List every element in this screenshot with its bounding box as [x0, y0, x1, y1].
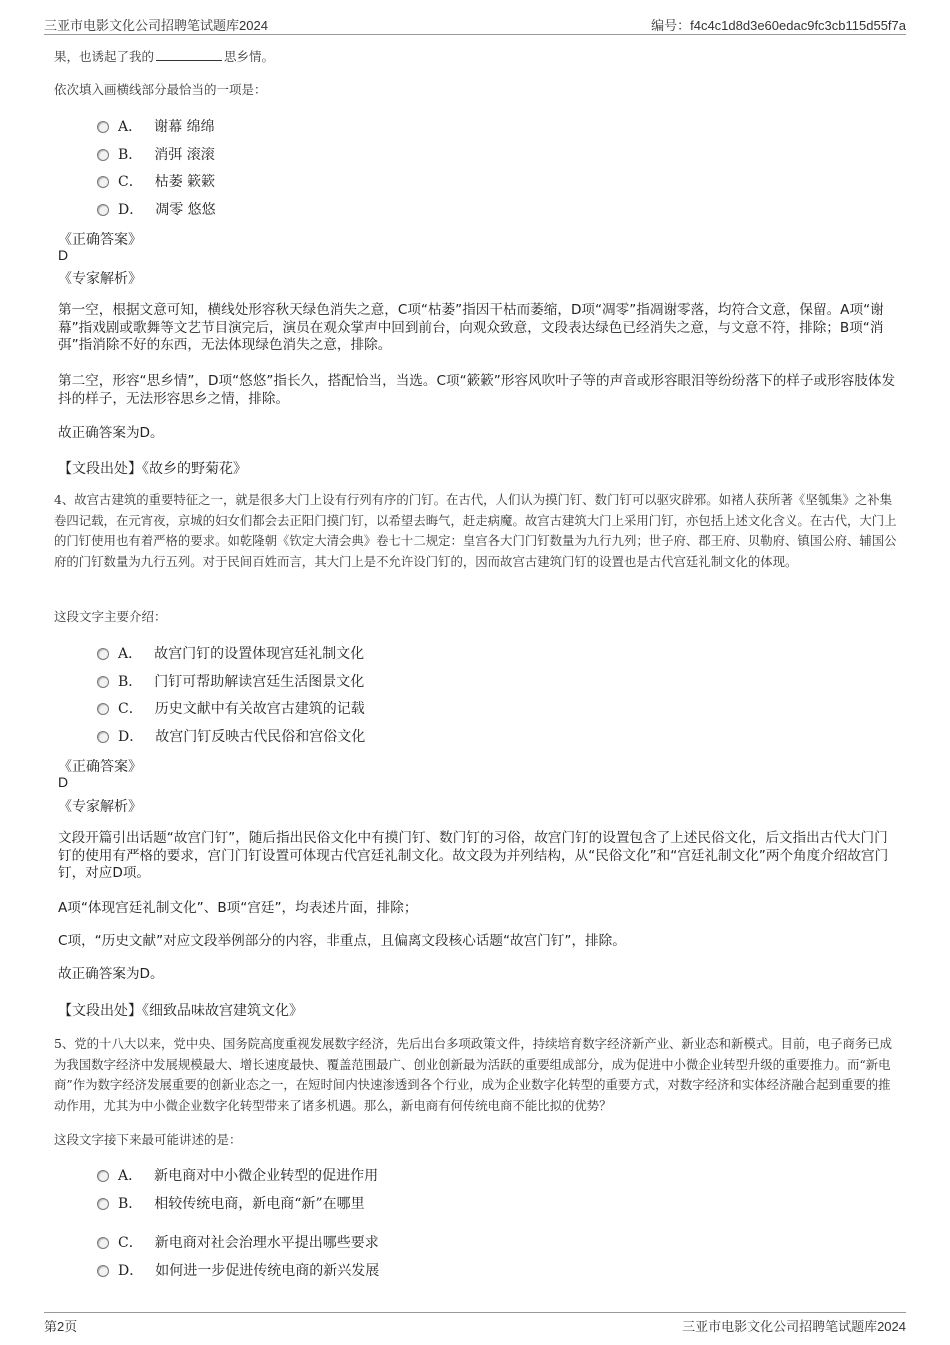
q3-source: 【文段出处】《故乡的野菊花》 — [58, 461, 247, 477]
option-text: 新电商对中小微企业转型的促进作用 — [154, 1168, 379, 1184]
option-letter: C． — [118, 174, 143, 190]
option-letter: A． — [118, 119, 143, 135]
q3-analysis-p3: 故正确答案为D。 — [58, 425, 164, 441]
radio-icon[interactable] — [97, 149, 109, 161]
option-letter: D． — [118, 202, 144, 218]
option-text: 谢幕 绵绵 — [154, 119, 215, 135]
footer-title: 三亚市电影文化公司招聘笔试题库2024 — [682, 1319, 906, 1334]
q4-analysis-p4: 故正确答案为D。 — [58, 966, 164, 982]
option-letter: D． — [118, 729, 144, 745]
q4-source: 【文段出处】《细致品味故宫建筑文化》 — [58, 1003, 303, 1019]
page-header — [44, 14, 906, 35]
q4-answer: D — [58, 774, 69, 790]
option-text: 新电商对社会治理水平提出哪些要求 — [154, 1235, 379, 1251]
option-text: 历史文献中有关故宫古建筑的记载 — [154, 701, 365, 717]
q3-option-b[interactable] — [97, 144, 215, 164]
option-letter: B． — [118, 147, 143, 163]
option-letter: B． — [118, 1196, 143, 1212]
option-letter: C． — [118, 1235, 143, 1251]
option-text: 凋零 悠悠 — [155, 202, 216, 218]
header-serial: 编号：f4c4c1d8d3e60edac9fc3cb115d55f7a — [651, 18, 906, 33]
q5-option-c[interactable] — [97, 1232, 379, 1252]
option-text: 枯萎 簌簌 — [154, 174, 216, 190]
radio-icon[interactable] — [97, 176, 109, 188]
q3-option-d[interactable] — [97, 199, 216, 219]
radio-icon[interactable] — [97, 1237, 109, 1249]
q4-option-b[interactable] — [97, 671, 364, 691]
radio-icon[interactable] — [97, 703, 109, 715]
q4-analysis-p1: 文段开篇引出话题“故宫门钉”，随后指出民俗文化中有摸门钉、数门钉的习俗，故宫门钉的设置包含了上述民俗文化，后文指出古代大门门钉的使用有严格的要求，宫门门钉设置可体现古代宫廷礼制文化。故文段为并列结构，从“民俗文化”和“宫廷礼制文化”两个角度介绍故宫门钉，对应D项。 — [58, 830, 889, 881]
q4-passage: 4、故宫古建筑的重要特征之一，就是很多大门上设有行列有序的门钉。在古代，人们认为摸门钉、数门钉可以驱灾辟邪。如褚人获所著《坚瓠集》之补集卷四记载，在元宵夜，京城的妇女们都会去正阳门摸门钉，以希望去晦气，赶走病魔。故宫古建筑大门上采用门钉，亦包括上述文化含义。在古代，大门上的门钉使用也有着严格的要求。如乾隆朝《钦定大清会典》卷七十二规定：皇宫各大门门钉数量为九行九列；世子府、郡王府、贝勒府、镇国公府、辅国公府的门钉数量为九行五列。对于民间百姓而言，其大门上是不允许设门钉的，因而故宫古建筑门钉的设置也是古代宫廷礼制文化的体现。 — [54, 492, 897, 569]
option-text: 如何进一步促进传统电商的新兴发展 — [155, 1263, 380, 1279]
q3-option-a[interactable] — [97, 116, 215, 136]
option-text: 消弭 滚滚 — [154, 147, 215, 163]
q3-answer: D — [58, 247, 69, 263]
radio-icon[interactable] — [97, 1198, 109, 1210]
q4-analysis-label: 《专家解析》 — [58, 799, 142, 815]
q5-prompt: 这段文字接下来最可能讲述的是： — [54, 1132, 242, 1147]
q4-answer-label: 《正确答案》 — [58, 759, 142, 775]
q4-analysis-p2: A项“体现宫廷礼制文化”、B项“宫廷”，均表述片面，排除； — [58, 900, 418, 916]
option-letter: B． — [118, 674, 143, 690]
radio-icon[interactable] — [97, 204, 109, 216]
q3-analysis-p2: 第二空，形容“思乡情”，D项“悠悠”指长久，搭配恰当，当选。C项“簌簌”形容风吹叶子等的声音或形容眼泪等纷纷落下的样子或形容肢体发抖的样子，无法形容思乡之情，排除。 — [58, 373, 896, 407]
option-letter: D． — [118, 1263, 144, 1279]
page-number: 第2页 — [44, 1319, 78, 1334]
q4-prompt: 这段文字主要介绍： — [54, 609, 167, 624]
q4-option-d[interactable] — [97, 726, 365, 746]
radio-icon[interactable] — [97, 648, 109, 660]
q4-option-c[interactable] — [97, 698, 365, 718]
q4-analysis-p3: C项，“历史文献”对应文段举例部分的内容，非重点，且偏离文段核心话题“故宫门钉”，排除。 — [58, 933, 626, 949]
option-text: 相较传统电商，新电商“新”在哪里 — [154, 1196, 365, 1212]
option-text: 门钉可帮助解读宫廷生活图景文化 — [154, 674, 365, 690]
q4-option-a[interactable] — [97, 643, 364, 663]
q3-option-c[interactable] — [97, 171, 215, 191]
radio-icon[interactable] — [97, 1265, 109, 1277]
q5-passage: 5、党的十八大以来，党中央、国务院高度重视发展数字经济，先后出台多项政策文件，持续培育数字经济新产业、新业态和新模式。目前，电子商务已成为我国数字经济中发展规模最大、增长速度最快、覆盖范围最广、创业创新最为活跃的重要组成部分，成为促进中小微企业转型升级的重要推力。而“新电商”作为数字经济发展重要的创新业态之一，在短时间内快速渗透到各个行业，成为企业数字化转型的重要方式，对数字经济和实体经济融合起到重要的推动作用，尤其为中小微企业数字化转型带来了诸多机遇。那么，新电商有何传统电商不能比拟的优势？ — [54, 1036, 893, 1113]
q5-option-d[interactable] — [97, 1260, 379, 1280]
q3-analysis-label: 《专家解析》 — [58, 271, 142, 287]
q3-tail-before: 果，也诱起了我的 — [54, 49, 155, 64]
q3-prompt: 依次填入画横线部分最恰当的一项是： — [54, 82, 267, 97]
q5-option-a[interactable] — [97, 1165, 378, 1185]
q3-answer-label: 《正确答案》 — [58, 232, 142, 248]
q5-option-b[interactable] — [97, 1193, 365, 1213]
radio-icon[interactable] — [97, 1170, 109, 1182]
q3-analysis-p1: 第一空，根据文意可知，横线处形容秋天绿色消失之意，C项“枯萎”指因干枯而萎缩，D项“凋零”指凋谢零落，均符合文意，保留。A项“谢幕”指戏剧或歌舞等文艺节目演完后，演员在观众掌声中回到前台，向观众致意，文段表达绿色已经消失之意，与文意不符，排除；B项“消弭”指消除不好的东西，无法体现绿色消失之意，排除。 — [58, 302, 884, 353]
fill-blank — [156, 48, 222, 61]
option-letter: A． — [118, 646, 143, 662]
radio-icon[interactable] — [97, 731, 109, 743]
q3-passage-tail — [54, 47, 274, 65]
header-title: 三亚市电影文化公司招聘笔试题库2024 — [44, 18, 268, 33]
q3-tail-after: 思乡情。 — [224, 49, 275, 64]
option-text: 故宫门钉反映古代民俗和宫俗文化 — [155, 729, 366, 745]
radio-icon[interactable] — [97, 121, 109, 133]
page-footer — [44, 1312, 906, 1335]
option-letter: C． — [118, 701, 143, 717]
option-text: 故宫门钉的设置体现宫廷礼制文化 — [154, 646, 365, 662]
radio-icon[interactable] — [97, 676, 109, 688]
option-letter: A． — [118, 1168, 143, 1184]
